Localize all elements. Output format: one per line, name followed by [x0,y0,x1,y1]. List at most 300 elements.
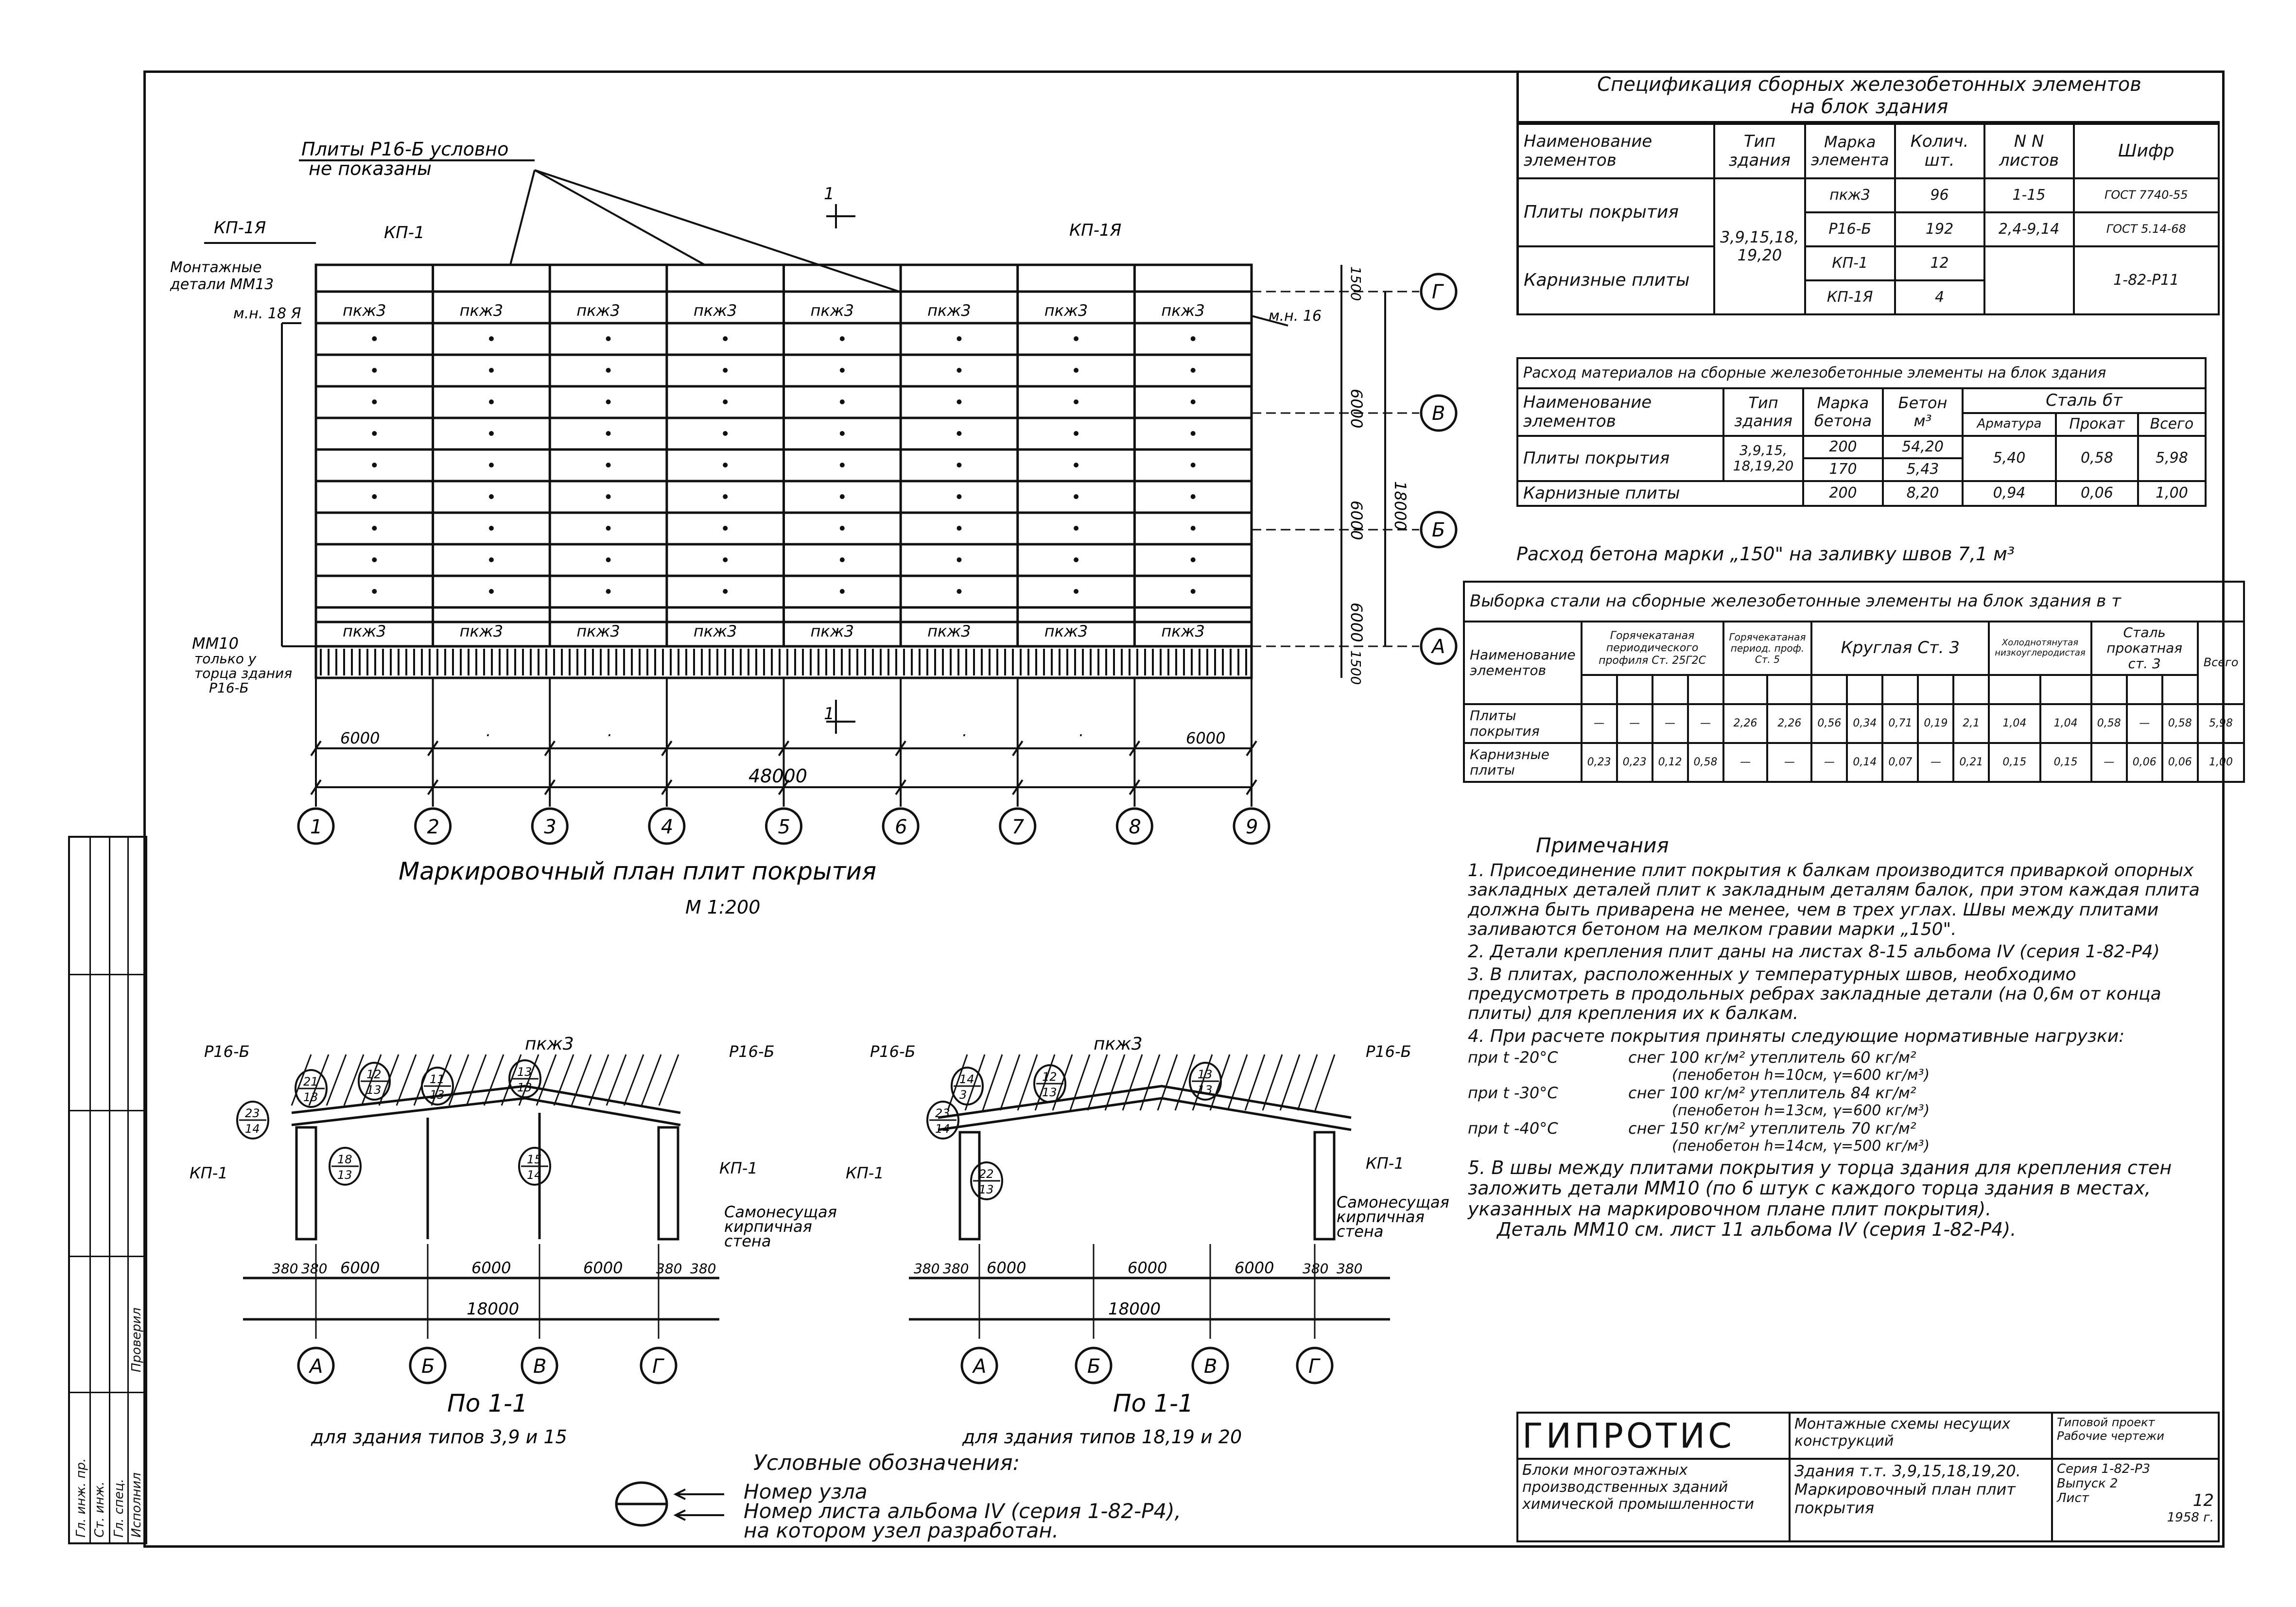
slab-dot [606,399,611,404]
steel-cell: 0,58 [1688,743,1723,782]
load-1-t: при t -20°С [1468,1048,1558,1067]
stamp-sheet-no: 12 [2192,1491,2214,1510]
steel-cell: — [1918,743,1953,782]
sec-r-kp1-right: КП-1 [1366,1154,1404,1173]
sec-r-subtitle: для здания типов 18,19 и 20 [962,1426,1242,1448]
slab-dot [1191,557,1196,562]
section-mark-bot: 1 [824,704,835,724]
sec-l-total: 18000 [467,1299,520,1319]
node-sheet: 14 [527,1168,542,1182]
slab-dot [723,526,728,531]
label-mont-2: детали ММ13 [170,276,274,293]
slab-dot [372,494,377,499]
slab-dot [1074,526,1078,531]
roof-hatch [1315,1054,1335,1110]
steel-cell: 2,26 [1723,704,1768,743]
sec-l-wall2: кирпичная [724,1217,812,1236]
dim-6000-v2: 6000 [1347,501,1366,540]
label-mm10-2: только у [194,651,257,667]
axis-label-9: 9 [1246,816,1258,838]
steel-cell: — [2127,704,2162,743]
slab-dot [1074,368,1078,373]
sec-r-wall: Самонесущая [1337,1193,1449,1211]
slab-mark-label: пкж3 [343,622,386,640]
roof-hatch [1105,1054,1125,1110]
slab-dot [723,557,728,562]
sec-axis-label: Г [1308,1355,1320,1378]
sec-l-wall3: стена [724,1232,771,1250]
mat-h-type: Тип здания [1723,388,1803,436]
mat-h-grade: Марка бетона [1803,388,1883,436]
roof-hatch [659,1054,678,1106]
roof-hatch [1140,1054,1160,1110]
node-sheet: 13 [430,1088,445,1102]
node-sheet: 13 [303,1090,318,1104]
slab-dot [1074,557,1078,562]
stamp-stage: Типовой проект Рабочие чертежи [2052,1413,2219,1459]
steel-cell: 0,71 [1882,704,1918,743]
steel-cell: 0,56 [1811,704,1847,743]
slab-dot [840,557,845,562]
node-number: 14 [959,1072,974,1086]
spec-r2-sheets: 2,4-9,14 [1984,212,2074,246]
dim-dot-4: . [1079,722,1084,740]
slab-mark-label: пкж3 [1161,622,1205,640]
dim-dot-3: . [962,722,968,740]
roof-hatch [642,1054,661,1106]
sec-axis-label: А [973,1355,987,1378]
roof-hatch [1070,1054,1090,1110]
sec-r-d1: 380 [914,1261,940,1277]
plan-scale: М 1:200 [685,897,761,918]
sec-l-wall: Самонесущая [724,1203,837,1221]
steel-cell: 0,06 [2127,743,2162,782]
note-r16b: Плиты Р16-Б условно [301,138,509,160]
dim-6000-v1: 6000 [1347,389,1366,429]
sec-r-pkzh3: пкж3 [1094,1034,1143,1054]
slab-dot [1191,589,1196,594]
slab-mark-label: пкж3 [459,622,504,640]
node-number: 23 [935,1106,950,1120]
sec-l-d3: 6000 [340,1259,380,1277]
mat-r3-arm: 0,94 [1963,481,2056,506]
slab-dot [372,399,377,404]
steel-cell: 0,19 [1918,704,1953,743]
slab-dot [489,557,494,562]
sec-r-r16b-left: Р16-Б [870,1042,916,1061]
slab-dot [489,463,494,467]
slab-dot [606,431,611,436]
steel-title: Выборка стали на сборные железобетонные элементы на блок здания в т [1464,582,2244,622]
label-kp1-mid: КП-1 [384,223,425,242]
node-sheet: 13 [979,1183,994,1196]
roof-hatch [327,1054,346,1106]
note-4: 4. При расчете покрытия приняты следующие нормативные нагрузки: [1468,1026,2125,1046]
node-number: 12 [1042,1070,1057,1084]
stamp-org: ГИПРОТИС [1517,1413,1790,1459]
mat-r1-type: 3,9,15, 18,19,20 [1723,436,1803,481]
mat-r3-tot: 1,00 [2138,481,2206,506]
steel-cell: 0,15 [1989,743,2040,782]
mat-r3-conc: 8,20 [1883,481,1963,506]
dim-18000-v: 18000 [1391,481,1409,531]
slab-dot [723,494,728,499]
sec-r-d2: 380 [943,1261,969,1277]
dim-dot-2: . [608,722,613,740]
slab-dot [372,463,377,467]
axis-label-В: В [1432,402,1445,425]
node-sheet: 13 [517,1081,532,1094]
sec-l-d4: 6000 [471,1259,511,1277]
spec-title: Спецификация сборных железобетонных элементов [1597,73,2141,96]
spec-r3-sheets [1984,246,2074,314]
slab-dot [723,463,728,467]
spec-r2-code: ГОСТ 5.14-68 [2074,212,2219,246]
axis-label-2: 2 [427,816,440,838]
steel-h-g2: Горячекатаная период. проф. Ст. 5 [1723,622,1812,675]
dim-6000-right: 6000 [1186,729,1226,747]
material-table [1516,357,2207,507]
slab-dot [606,336,611,341]
slab-dot [957,431,961,436]
node-sheet: 14 [935,1122,950,1136]
node-number: 11 [430,1072,445,1086]
mat-r1-name: Плиты покрытия [1517,436,1723,481]
slab-dot [957,399,961,404]
steel-h-g5: Сталь прокатная ст. 3 [2091,622,2198,675]
spec-r1-code: ГОСТ 7740-55 [2074,178,2219,212]
spec-table [1516,123,2220,315]
mat-r3-grade: 200 [1803,481,1883,506]
node-number: 13 [517,1065,532,1079]
spec-r1-qty: 96 [1895,178,1984,212]
steel-cell: 0,15 [2040,743,2091,782]
node-sheet: 13 [1042,1086,1057,1099]
notes-title: Примечания [1536,833,1669,857]
node-sheet: 3 [959,1088,967,1102]
label-mm10-4: Р16-Б [209,680,249,696]
slab-dot [957,336,961,341]
stamp-sheet-title: Здания т.т. 3,9,15,18,19,20. Маркировочный план плит покрытия [1790,1459,2052,1541]
slab-dot [489,399,494,404]
spec-r3-qty: 12 [1895,246,1984,280]
steel-cell: 5,98 [2198,704,2244,743]
side-stamp-1: Гл. инж. пр. [74,1458,88,1538]
sec-axis-label: А [310,1355,323,1378]
label-mn18: м.н. 18 Я [233,305,301,322]
sec-r-total: 18000 [1108,1299,1161,1319]
steel-cell: 0,21 [1953,743,1989,782]
spec-r4-qty: 4 [1895,280,1984,314]
steel-h-name: Наименование элементов [1464,622,1582,704]
slab-dot [1074,589,1078,594]
sec-axis-label: Г [652,1355,663,1378]
roof-hatch [344,1054,364,1106]
legend-symbol [612,1477,671,1531]
slab-dot [723,399,728,404]
roof-hatch [1000,1054,1020,1110]
slab-dot [372,526,377,531]
node-number: 22 [979,1167,994,1181]
slab-dot [1074,463,1078,467]
sec-r-d5: 6000 [1235,1259,1274,1277]
slab-mark-label: пкж3 [459,301,504,320]
steel-cell: 0,23 [1617,743,1652,782]
mat-h-steel: Сталь бт [1963,388,2206,413]
slab-dot [489,494,494,499]
legend-line1: Номер узла [744,1480,868,1503]
steel-table [1463,581,2245,783]
sec-l-d7: 380 [690,1261,716,1277]
dim-48000: 48000 [748,765,807,787]
sec-r-wall3: стена [1337,1222,1384,1241]
spec-r1-name: Плиты покрытия [1518,178,1715,246]
steel-h-g3: Круглая Ст. 3 [1811,622,1989,675]
mat-r1-conc: 54,20 [1883,436,1963,459]
slab-mark-label: пкж3 [927,301,971,320]
note-4-loads [1468,1048,2207,1155]
slab-dot [723,431,728,436]
steel-cell: — [1723,743,1768,782]
spec-r2-mark: Р16-Б [1805,212,1895,246]
steel-cell: — [1617,704,1652,743]
slab-dot [840,589,845,594]
roof-hatch [1158,1054,1177,1110]
slab-dot [1191,336,1196,341]
steel-cell: 2,1 [1953,704,1989,743]
spec-r1-sheets: 1-15 [1984,178,2074,212]
sec-l-pkzh3: пкж3 [525,1034,574,1054]
sec-r-d6: 380 [1303,1261,1329,1277]
node-sheet: 13 [366,1083,382,1097]
dim-1500-bot: 1500 [1348,650,1364,685]
node-number: 18 [337,1153,352,1166]
slab-dot [1074,494,1078,499]
slab-dot [372,431,377,436]
title-block [1516,1412,2220,1542]
sec-l-d5: 6000 [583,1259,623,1277]
load-2-d: (пенобетон h=13см, γ=600 кг/м³) [1672,1102,1930,1119]
steel-cell: 0,58 [2091,704,2127,743]
label-mm10-3: торца здания [194,665,293,681]
steel-cell: 1,04 [2040,704,2091,743]
node-number: 23 [245,1106,260,1120]
note-2: 2. Детали крепления плит даны на листах 8-15 альбома IV (серия 1-82-Р4) [1468,942,2160,962]
slab-dot [489,589,494,594]
spec-h-name: Наименование элементов [1518,124,1715,178]
steel-cell: — [2091,743,2127,782]
note-1: 1. Присоединение плит покрытия к балкам производится приваркой опорных закладных деталей плит к закладным деталям балок, при этом каждая плита должна быть приварена не менее, чем в трех углах. Швы между плитами заливаются бетоном на мелком гравии марки „150". [1468,861,2200,939]
roof-hatch [624,1054,644,1106]
steel-cell: — [1688,704,1723,743]
roof-hatch [983,1054,1002,1110]
slab-mark-label: пкж3 [576,301,620,320]
slab-dot [1191,463,1196,467]
section-right-drawing [909,1086,1390,1319]
load-3-v: снег 150 кг/м² утеплитель 70 кг/м² [1628,1119,1916,1138]
stamp-section: Монтажные схемы несущих конструкций [1790,1413,2052,1459]
axis-label-5: 5 [778,816,790,838]
sec-r-kp1-left: КП-1 [846,1164,884,1182]
spec-h-sheets: N N листов [1984,124,2074,178]
spec-r3-mark: КП-1 [1805,246,1895,280]
side-stamp-4: Исполнил [129,1472,144,1538]
mat-r1-prok: 0,58 [2056,436,2138,481]
roof-hatch [1280,1054,1300,1110]
slab-dot [1191,526,1196,531]
sec-axis-label: В [533,1355,547,1378]
sec-l-d1: 380 [272,1261,298,1277]
slab-dot [489,431,494,436]
legend-title: Условные обозначения: [753,1451,1020,1475]
steel-cell: 0,58 [2162,704,2198,743]
roof-hatch [1088,1054,1107,1110]
load-2-v: снег 100 кг/м² утеплитель 84 кг/м² [1628,1083,1916,1102]
slab-dot [1191,494,1196,499]
roof-hatch [467,1054,486,1106]
steel-cell: — [1767,743,1811,782]
slab-dot [489,336,494,341]
mat-r3-prok: 0,06 [2056,481,2138,506]
mat-title: Расход материалов на сборные железобетонные элементы на блок здания [1517,358,2206,388]
load-1-v: снег 100 кг/м² утеплитель 60 кг/м² [1628,1048,1916,1067]
slab-dot [1074,336,1078,341]
mat-h-name: Наименование элементов [1517,388,1723,436]
mat-h-prokat: Прокат [2056,413,2138,436]
slab-dot [723,336,728,341]
mat-h-arm: Арматура [1963,413,2056,436]
steel-cell: 0,34 [1847,704,1882,743]
slab-mark-label: пкж3 [927,622,971,640]
axis-label-А: А [1432,636,1445,658]
sec-r-d3: 6000 [987,1259,1026,1277]
roof-hatch [1298,1054,1317,1110]
sec-r-title: По 1-1 [1113,1389,1194,1417]
steel-cell: — [1582,704,1617,743]
slab-dot [606,589,611,594]
slab-dot [840,431,845,436]
slab-dot [840,336,845,341]
spec-title2: на блок здания [1790,96,1948,118]
stamp-year: 1958 г. [2167,1510,2214,1525]
mat-r3-name: Карнизные плиты [1517,481,1803,506]
sec-r-d4: 6000 [1128,1259,1167,1277]
mat-r1-tot: 5,98 [2138,436,2206,481]
sec-r-wall2: кирпичная [1337,1208,1425,1226]
dim-6000-v3: 6000 [1347,603,1366,642]
axis-label-Б: Б [1432,519,1445,541]
spec-h-code: Шифр [2074,124,2219,178]
steel-h-g1: Горячекатаная периодического профиля Ст. 25Г2С [1582,622,1723,675]
steel-cell: — [1652,704,1688,743]
mat-note: Расход бетона марки „150" на заливку швов 7,1 м³ [1516,543,2015,565]
slab-dot [372,336,377,341]
slab-dot [957,494,961,499]
load-2-t: при t -30°С [1468,1083,1558,1102]
slab-mark-label: пкж3 [693,622,737,640]
slab-dot [957,589,961,594]
steel-cell: 0,23 [1582,743,1617,782]
slab-dot [372,368,377,373]
spec-h-type: Тип здания [1714,124,1805,178]
node-number: 21 [303,1075,318,1089]
slab-dot [840,399,845,404]
slab-dot [1074,431,1078,436]
sec-l-subtitle: для здания типов 3,9 и 15 [311,1426,567,1448]
side-stamp-5: Проверил [129,1307,144,1372]
spec-r1-mark: пкж3 [1805,178,1895,212]
mat-h-concrete: Бетон м³ [1883,388,1963,436]
slab-mark-label: пкж3 [343,301,386,320]
slab-dot [957,557,961,562]
spec-h-mark: Марка элемента [1805,124,1895,178]
slab-dot [1191,368,1196,373]
sec-l-d2: 380 [301,1261,328,1277]
mat-r1-grade: 200 [1803,436,1883,459]
slab-mark-label: пкж3 [1044,301,1088,320]
stamp-series: Серия 1-82-Р3 Выпуск 2 Лист 12 1958 г. [2052,1459,2219,1541]
label-kp1-right: КП-1Я [1069,221,1122,240]
note-3: 3. В плитах, расположенных у температурных швов, необходимо предусмотреть в продольных ребрах закладные детали (на 0,6м от конца плиты) для крепления их к балкам. [1468,964,2161,1024]
steel-h-g4: Холоднотянутая низкоуглеродистая [1989,622,2091,675]
stamp-desc: Блоки многоэтажных производственных зданий химической промышленности [1517,1459,1790,1541]
load-3-d: (пенобетон h=14см, γ=500 кг/м³) [1672,1137,1930,1155]
slab-dot [957,463,961,467]
slab-dot [606,463,611,467]
marking-plan [0,0,1507,948]
slab-mark-label: пкж3 [693,301,737,320]
note-r16b-2: не показаны [309,158,432,179]
axis-label-6: 6 [895,816,907,838]
slab-dot [1191,431,1196,436]
spec-table-block [1516,70,2220,315]
side-stamp-2: Ст. инж. [92,1481,107,1538]
label-mn16: м.н. 16 [1269,308,1322,325]
sec-axis-label: Б [1087,1355,1101,1378]
label-mm10: ММ10 [192,634,239,653]
slab-dot [606,368,611,373]
slab-dot [840,494,845,499]
section-left-drawing [243,1086,719,1319]
slab-mark-label: пкж3 [1161,301,1205,320]
spec-h-qty: Колич. шт. [1895,124,1984,178]
note-5: 5. В швы между плитами покрытия у торца здания для крепления стен заложить детали ММ10 (по 6 штук с каждого торца здания в местах, указанных на маркировочном плане плит покрытия). [1468,1157,2172,1220]
slab-mark-label: пкж3 [1044,622,1088,640]
slab-dot [840,526,845,531]
slab-dot [372,589,377,594]
steel-cell: 0,06 [2162,743,2198,782]
slab-mark-label: пкж3 [810,622,854,640]
mat-r2-conc: 5,43 [1883,458,1963,481]
steel-cell: — [1811,743,1847,782]
node-number: 12 [366,1068,382,1081]
steel-cell: 1,00 [2198,743,2244,782]
spec-r3-code: 1-82-Р11 [2074,246,2219,314]
axis-label-Г: Г [1432,281,1443,303]
label-mont: Монтажные [170,259,262,276]
slab-dot [957,368,961,373]
dim-1500-top: 1500 [1348,266,1364,301]
slab-dot [723,589,728,594]
roof-hatch [1263,1054,1282,1110]
node-sheet: 13 [1198,1083,1213,1097]
roof-hatch [484,1054,504,1106]
node-number: 13 [1198,1068,1213,1081]
sec-r-d7: 380 [1337,1261,1363,1277]
slab-mark-label: пкж3 [576,622,620,640]
slab-dot [606,526,611,531]
axis-label-7: 7 [1011,816,1025,838]
